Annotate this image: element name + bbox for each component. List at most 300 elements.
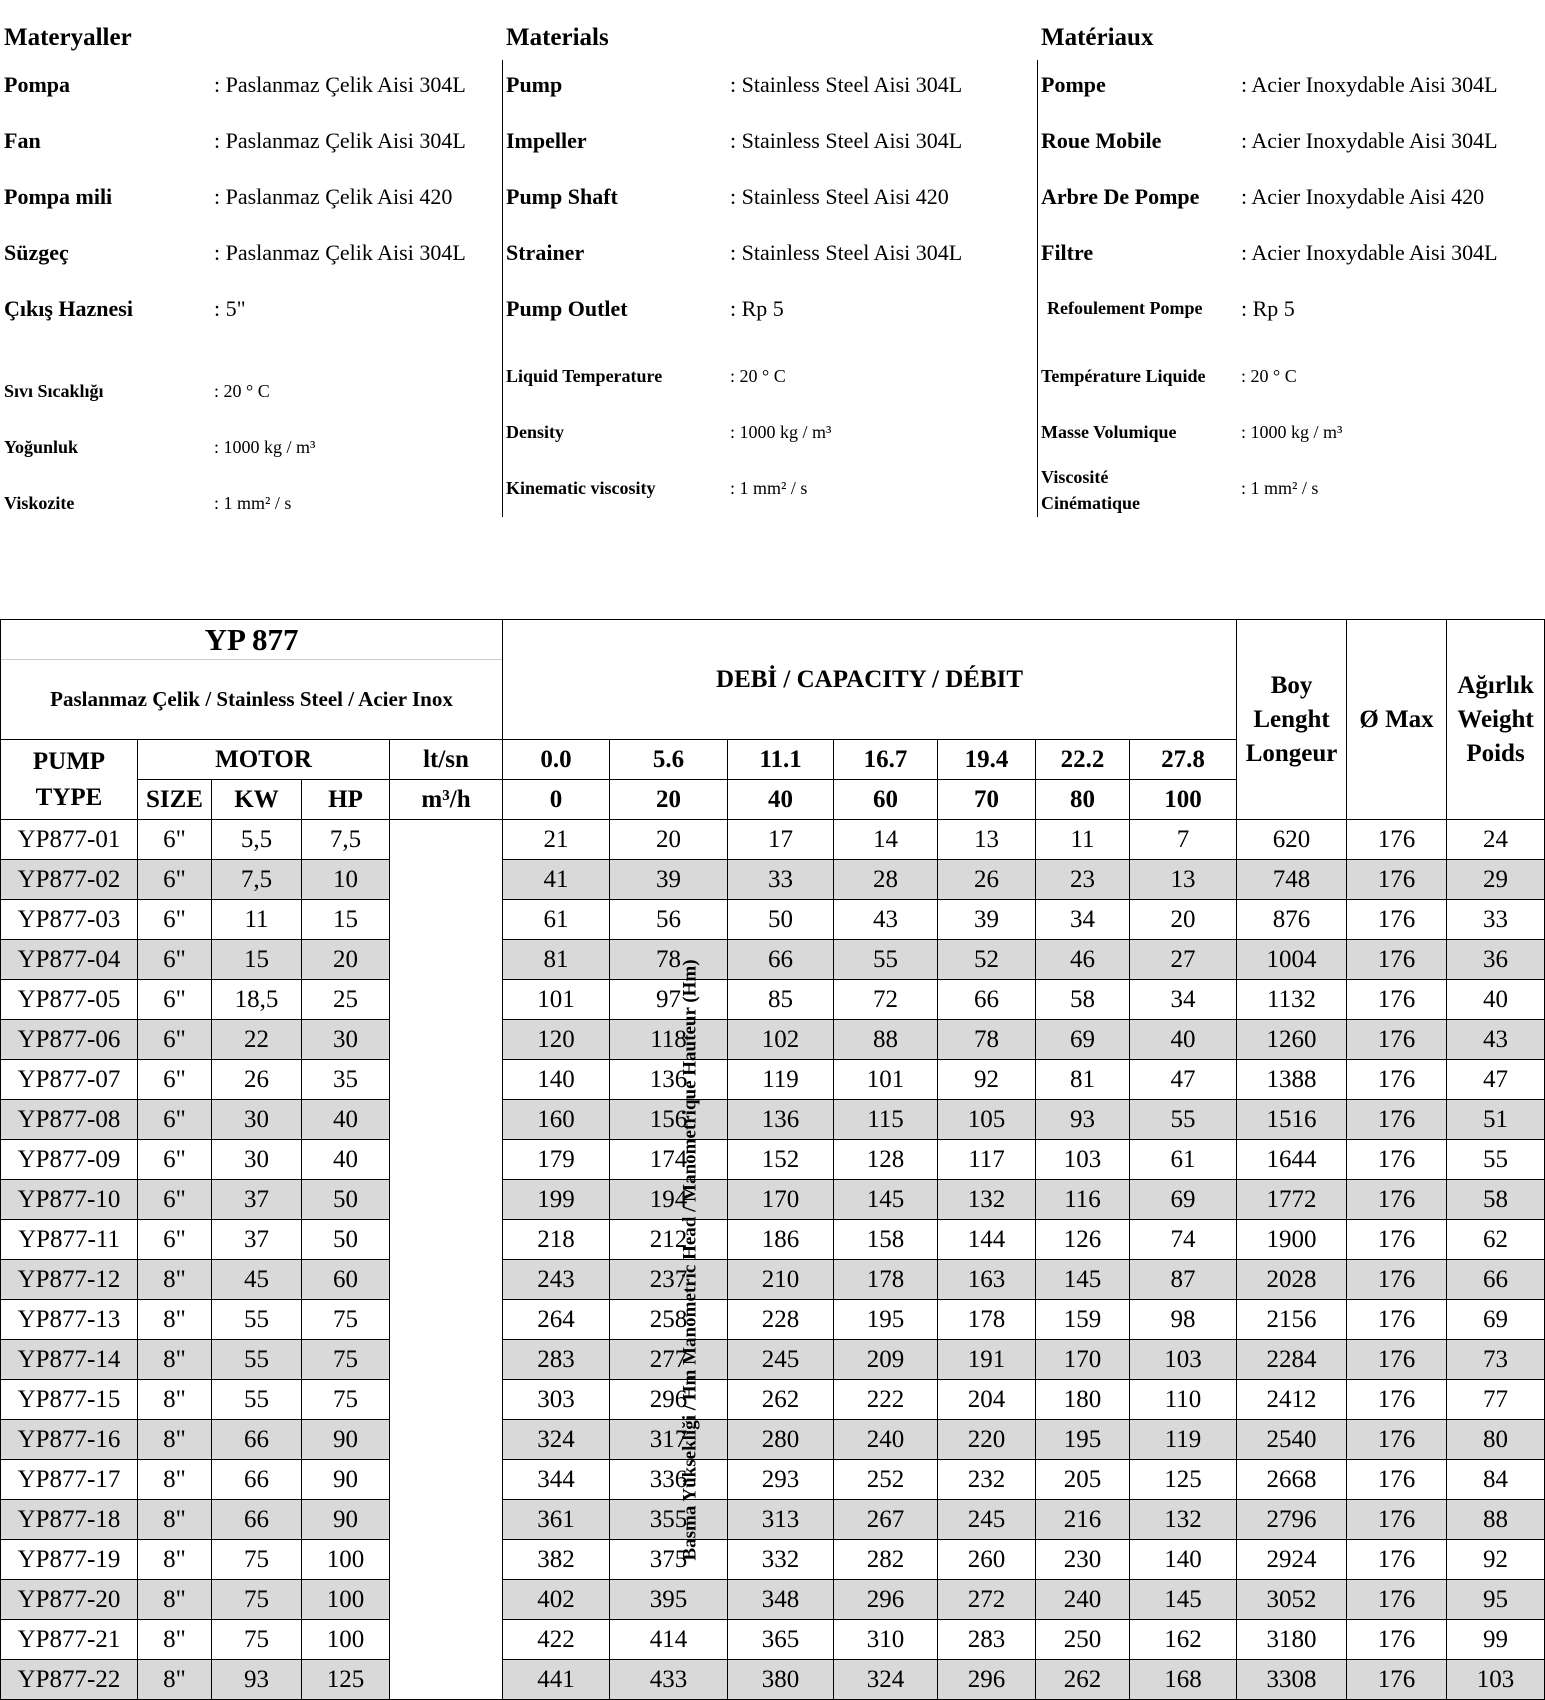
weight-cell: 36	[1447, 940, 1545, 980]
diameter-cell: 176	[1347, 1260, 1447, 1300]
weight-cell: 84	[1447, 1460, 1545, 1500]
weight-cell: 24	[1447, 820, 1545, 860]
head-value-cell: 252	[834, 1460, 938, 1500]
head-value-cell: 296	[938, 1660, 1036, 1700]
head-value-cell: 61	[503, 900, 610, 940]
diameter-cell: 176	[1347, 1300, 1447, 1340]
length-cell: 2412	[1237, 1380, 1347, 1420]
head-value-cell: 97	[610, 980, 728, 1020]
motor-size-cell: 8"	[138, 1300, 212, 1340]
pump-type-cell: YP877-19	[1, 1540, 138, 1580]
spec-value: : 1000 kg / m³	[730, 422, 832, 442]
head-value-cell: 136	[728, 1100, 834, 1140]
diameter-header: Ø Max	[1347, 620, 1447, 820]
spec-label: Impeller	[506, 128, 587, 153]
motor-hp-cell: 60	[302, 1260, 390, 1300]
pump-type-cell: YP877-15	[1, 1380, 138, 1420]
pump-type-cell: YP877-03	[1, 900, 138, 940]
head-value-cell: 69	[1036, 1020, 1130, 1060]
length-cell: 1772	[1237, 1180, 1347, 1220]
head-value-cell: 317	[610, 1420, 728, 1460]
head-value-cell: 39	[938, 900, 1036, 940]
length-cell: 2796	[1237, 1500, 1347, 1540]
pump-type-cell: YP877-08	[1, 1100, 138, 1140]
head-value-cell: 119	[728, 1060, 834, 1100]
head-value-cell: 361	[503, 1500, 610, 1540]
head-value-cell: 180	[1036, 1380, 1130, 1420]
head-value-cell: 20	[610, 820, 728, 860]
diameter-cell: 176	[1347, 1100, 1447, 1140]
head-value-cell: 118	[610, 1020, 728, 1060]
pump-type-cell: YP877-22	[1, 1660, 138, 1700]
length-cell: 748	[1237, 860, 1347, 900]
flow-lts: 5.6	[610, 740, 728, 780]
spec-value: : 20 ° C	[214, 381, 270, 401]
spec-value: : Stainless Steel Aisi 304L	[730, 72, 963, 97]
head-value-cell: 258	[610, 1300, 728, 1340]
table-row	[1, 980, 1545, 1020]
diameter-cell: 176	[1347, 940, 1447, 980]
flow-m3h: 60	[834, 780, 938, 820]
motor-kw-cell: 26	[212, 1060, 302, 1100]
head-value-cell: 34	[1130, 980, 1237, 1020]
unit-m3h-header: m³/h	[390, 780, 503, 820]
diameter-cell: 176	[1347, 1220, 1447, 1260]
flow-m3h: 80	[1036, 780, 1130, 820]
spec-label: Filtre	[1041, 240, 1094, 265]
weight-header-line: Weight	[1457, 705, 1534, 733]
head-value-cell: 209	[834, 1340, 938, 1380]
head-value-cell: 324	[834, 1660, 938, 1700]
motor-size-cell: 6"	[138, 1220, 212, 1260]
head-value-cell: 282	[834, 1540, 938, 1580]
head-value-cell: 199	[503, 1180, 610, 1220]
head-value-cell: 17	[728, 820, 834, 860]
head-value-cell: 250	[1036, 1620, 1130, 1660]
spec-label: Pump	[506, 72, 563, 97]
head-value-cell: 7	[1130, 820, 1237, 860]
head-value-cell: 128	[834, 1140, 938, 1180]
head-value-cell: 267	[834, 1500, 938, 1540]
table-row	[1, 1340, 1545, 1380]
head-value-cell: 66	[728, 940, 834, 980]
head-value-cell: 232	[938, 1460, 1036, 1500]
length-cell: 3308	[1237, 1660, 1347, 1700]
motor-size-cell: 6"	[138, 940, 212, 980]
weight-cell: 62	[1447, 1220, 1545, 1260]
length-header-line: Longeur	[1245, 739, 1338, 767]
head-value-cell: 178	[834, 1260, 938, 1300]
pump-type-cell: YP877-20	[1, 1580, 138, 1620]
head-value-cell: 218	[503, 1220, 610, 1260]
head-value-cell: 28	[834, 860, 938, 900]
head-value-cell: 220	[938, 1420, 1036, 1460]
table-row	[1, 1260, 1545, 1300]
spec-label: Sıvı Sıcaklığı	[4, 381, 104, 401]
motor-hp-cell: 125	[302, 1660, 390, 1700]
diameter-cell: 176	[1347, 1060, 1447, 1100]
flow-lts: 16.7	[834, 740, 938, 780]
head-value-cell: 27	[1130, 940, 1237, 980]
table-row	[1, 1380, 1545, 1420]
spec-value: : Paslanmaz Çelik Aisi 304L	[214, 128, 466, 153]
diameter-cell: 176	[1347, 820, 1447, 860]
spec-label: Fan	[4, 128, 41, 153]
head-value-cell: 13	[1130, 860, 1237, 900]
head-value-cell: 85	[728, 980, 834, 1020]
weight-cell: 58	[1447, 1180, 1545, 1220]
motor-hp-cell: 75	[302, 1380, 390, 1420]
flow-lts: 0.0	[503, 740, 610, 780]
spec-label: Pompe	[1041, 72, 1106, 97]
spec-value: : Rp 5	[1241, 296, 1295, 321]
length-cell: 1388	[1237, 1060, 1347, 1100]
motor-hp-cell: 50	[302, 1180, 390, 1220]
pump-type-cell: YP877-04	[1, 940, 138, 980]
head-value-cell: 120	[503, 1020, 610, 1060]
spec-label: Roue Mobile	[1041, 128, 1162, 153]
weight-cell: 80	[1447, 1420, 1545, 1460]
diameter-cell: 176	[1347, 1660, 1447, 1700]
motor-size-cell: 6"	[138, 1180, 212, 1220]
pump-type-header-line: TYPE	[35, 783, 103, 811]
head-value-cell: 245	[938, 1500, 1036, 1540]
spec-label: Masse Volumique	[1041, 422, 1177, 442]
pump-type-cell: YP877-14	[1, 1340, 138, 1380]
head-value-cell: 136	[610, 1060, 728, 1100]
head-value-cell: 375	[610, 1540, 728, 1580]
length-header	[1237, 620, 1347, 820]
table-row	[1, 940, 1545, 980]
motor-kw-cell: 15	[212, 940, 302, 980]
head-value-cell: 55	[1130, 1100, 1237, 1140]
head-value-cell: 243	[503, 1260, 610, 1300]
head-value-cell: 69	[1130, 1180, 1237, 1220]
weight-cell: 103	[1447, 1660, 1545, 1700]
flow-m3h: 20	[610, 780, 728, 820]
head-value-cell: 163	[938, 1260, 1036, 1300]
spec-label: Pump Outlet	[506, 296, 628, 321]
spec-value: : Acier Inoxydable Aisi 304L	[1241, 240, 1498, 265]
length-cell: 1132	[1237, 980, 1347, 1020]
weight-cell: 99	[1447, 1620, 1545, 1660]
head-value-cell: 283	[938, 1620, 1036, 1660]
spec-value: : Stainless Steel Aisi 304L	[730, 128, 963, 153]
head-value-cell: 126	[1036, 1220, 1130, 1260]
head-value-cell: 132	[1130, 1500, 1237, 1540]
motor-hp-cell: 10	[302, 860, 390, 900]
head-value-cell: 168	[1130, 1660, 1237, 1700]
head-value-cell: 402	[503, 1580, 610, 1620]
head-value-cell: 260	[938, 1540, 1036, 1580]
head-value-cell: 186	[728, 1220, 834, 1260]
head-value-cell: 145	[834, 1180, 938, 1220]
diameter-cell: 176	[1347, 980, 1447, 1020]
head-value-cell: 14	[834, 820, 938, 860]
motor-size-cell: 6"	[138, 1060, 212, 1100]
weight-cell: 73	[1447, 1340, 1545, 1380]
head-value-cell: 52	[938, 940, 1036, 980]
head-value-cell: 140	[1130, 1540, 1237, 1580]
pump-type-cell: YP877-10	[1, 1180, 138, 1220]
motor-kw-cell: 55	[212, 1340, 302, 1380]
head-value-cell: 336	[610, 1460, 728, 1500]
weight-cell: 43	[1447, 1020, 1545, 1060]
length-cell: 1004	[1237, 940, 1347, 980]
head-value-cell: 205	[1036, 1460, 1130, 1500]
motor-size-cell: 8"	[138, 1500, 212, 1540]
spec-value: : Acier Inoxydable Aisi 304L	[1241, 128, 1498, 153]
motor-hp-cell: 30	[302, 1020, 390, 1060]
motor-hp-cell: 90	[302, 1420, 390, 1460]
performance-table	[0, 619, 1545, 1700]
head-value-cell: 110	[1130, 1380, 1237, 1420]
head-value-cell: 144	[938, 1220, 1036, 1260]
diameter-cell: 176	[1347, 1620, 1447, 1660]
head-value-cell: 262	[728, 1380, 834, 1420]
pump-type-header-line: PUMP	[32, 747, 106, 775]
pump-type-cell: YP877-16	[1, 1420, 138, 1460]
spec-value: : Paslanmaz Çelik Aisi 420	[214, 184, 453, 209]
head-value-cell: 395	[610, 1580, 728, 1620]
table-row	[1, 1580, 1545, 1620]
pump-type-cell: YP877-17	[1, 1460, 138, 1500]
head-value-cell: 277	[610, 1340, 728, 1380]
table-row	[1, 900, 1545, 940]
head-value-cell: 170	[1036, 1340, 1130, 1380]
head-value-cell: 170	[728, 1180, 834, 1220]
head-value-cell: 102	[728, 1020, 834, 1060]
spec-value: : Rp 5	[730, 296, 784, 321]
head-value-cell: 50	[728, 900, 834, 940]
pump-type-cell: YP877-09	[1, 1140, 138, 1180]
head-value-cell: 222	[834, 1380, 938, 1420]
spec-label: Çıkış Haznesi	[4, 296, 133, 321]
pump-type-cell: YP877-07	[1, 1060, 138, 1100]
head-value-cell: 145	[1036, 1260, 1130, 1300]
head-value-cell: 212	[610, 1220, 728, 1260]
motor-kw-cell: 37	[212, 1180, 302, 1220]
head-value-cell: 58	[1036, 980, 1130, 1020]
motor-size-cell: 8"	[138, 1420, 212, 1460]
length-cell: 620	[1237, 820, 1347, 860]
pump-type-cell: YP877-01	[1, 820, 138, 860]
motor-size-cell: 8"	[138, 1620, 212, 1660]
spec-label: Arbre De Pompe	[1041, 184, 1200, 209]
motor-size-cell: 8"	[138, 1380, 212, 1420]
spec-value: : Paslanmaz Çelik Aisi 304L	[214, 72, 466, 97]
length-header-line: Lenght	[1253, 705, 1330, 733]
pump-type-cell: YP877-05	[1, 980, 138, 1020]
head-value-cell: 93	[1036, 1100, 1130, 1140]
head-value-cell: 303	[503, 1380, 610, 1420]
diameter-cell: 176	[1347, 1580, 1447, 1620]
flow-m3h: 0	[503, 780, 610, 820]
diameter-cell: 176	[1347, 1180, 1447, 1220]
table-row	[1, 1420, 1545, 1460]
head-value-cell: 264	[503, 1300, 610, 1340]
diameter-cell: 176	[1347, 1020, 1447, 1060]
material-header: Paslanmaz Çelik / Stainless Steel / Acier Inox	[1, 660, 503, 740]
size-header: SIZE	[138, 780, 212, 820]
length-cell: 2924	[1237, 1540, 1347, 1580]
head-value-cell: 132	[938, 1180, 1036, 1220]
head-value-cell: 178	[938, 1300, 1036, 1340]
flow-lts: 22.2	[1036, 740, 1130, 780]
motor-size-cell: 6"	[138, 1140, 212, 1180]
motor-kw-cell: 30	[212, 1140, 302, 1180]
motor-hp-cell: 25	[302, 980, 390, 1020]
spec-label: Density	[506, 422, 564, 442]
head-value-cell: 140	[503, 1060, 610, 1100]
head-value-cell: 81	[1036, 1060, 1130, 1100]
spec-value: : 20 ° C	[730, 366, 786, 386]
table-row	[1, 1020, 1545, 1060]
head-value-cell: 152	[728, 1140, 834, 1180]
weight-cell: 51	[1447, 1100, 1545, 1140]
pump-type-cell: YP877-21	[1, 1620, 138, 1660]
motor-size-cell: 6"	[138, 900, 212, 940]
flow-lts: 11.1	[728, 740, 834, 780]
diameter-cell: 176	[1347, 1540, 1447, 1580]
motor-kw-cell: 45	[212, 1260, 302, 1300]
head-value-cell: 194	[610, 1180, 728, 1220]
head-value-cell: 125	[1130, 1460, 1237, 1500]
head-value-cell: 98	[1130, 1300, 1237, 1340]
spec-value: : 1 mm² / s	[214, 493, 292, 513]
head-value-cell: 101	[503, 980, 610, 1020]
motor-kw-cell: 11	[212, 900, 302, 940]
head-value-cell: 160	[503, 1100, 610, 1140]
pump-type-cell: YP877-02	[1, 860, 138, 900]
spec-value: : 1000 kg / m³	[1241, 422, 1343, 442]
length-cell: 3180	[1237, 1620, 1347, 1660]
head-value-cell: 103	[1130, 1340, 1237, 1380]
head-value-cell: 293	[728, 1460, 834, 1500]
motor-size-cell: 8"	[138, 1260, 212, 1300]
spec-label: Pump Shaft	[506, 184, 618, 209]
head-value-cell: 365	[728, 1620, 834, 1660]
motor-hp-cell: 90	[302, 1460, 390, 1500]
spec-value: : Stainless Steel Aisi 304L	[730, 240, 963, 265]
unit-lts-header: lt/sn	[390, 740, 503, 780]
motor-size-cell: 6"	[138, 860, 212, 900]
table-row	[1, 1540, 1545, 1580]
length-cell: 2540	[1237, 1420, 1347, 1460]
motor-hp-cell: 100	[302, 1620, 390, 1660]
head-value-cell: 40	[1130, 1020, 1237, 1060]
table-row	[1, 1500, 1545, 1540]
head-value-cell: 159	[1036, 1300, 1130, 1340]
head-value-cell: 441	[503, 1660, 610, 1700]
head-value-cell: 283	[503, 1340, 610, 1380]
length-cell: 1260	[1237, 1020, 1347, 1060]
motor-kw-cell: 7,5	[212, 860, 302, 900]
head-value-cell: 55	[834, 940, 938, 980]
head-value-cell: 382	[503, 1540, 610, 1580]
spec-label: Süzgeç	[4, 240, 69, 265]
flow-m3h: 40	[728, 780, 834, 820]
motor-kw-cell: 55	[212, 1380, 302, 1420]
motor-hp-cell: 40	[302, 1140, 390, 1180]
head-value-cell: 72	[834, 980, 938, 1020]
table-row	[1, 1140, 1545, 1180]
head-value-cell: 61	[1130, 1140, 1237, 1180]
head-value-cell: 324	[503, 1420, 610, 1460]
motor-kw-cell: 75	[212, 1540, 302, 1580]
spec-value: : 1000 kg / m³	[214, 437, 316, 457]
pump-type-cell: YP877-06	[1, 1020, 138, 1060]
specs-heading: Materyaller	[4, 24, 132, 51]
motor-kw-cell: 66	[212, 1460, 302, 1500]
flow-lts: 19.4	[938, 740, 1036, 780]
table-row	[1, 1300, 1545, 1340]
spec-label: Kinematic viscosity	[506, 478, 656, 498]
motor-kw-cell: 93	[212, 1660, 302, 1700]
column-divider	[502, 60, 503, 517]
diameter-cell: 176	[1347, 900, 1447, 940]
head-value-cell: 26	[938, 860, 1036, 900]
motor-kw-cell: 66	[212, 1420, 302, 1460]
motor-kw-cell: 75	[212, 1620, 302, 1660]
head-value-cell: 191	[938, 1340, 1036, 1380]
head-value-cell: 195	[1036, 1420, 1130, 1460]
table-row	[1, 1620, 1545, 1660]
motor-kw-cell: 37	[212, 1220, 302, 1260]
spec-label: Pompa	[4, 72, 70, 97]
motor-kw-cell: 75	[212, 1580, 302, 1620]
spec-value: : Stainless Steel Aisi 420	[730, 184, 949, 209]
pump-type-cell: YP877-12	[1, 1260, 138, 1300]
head-value-cell: 21	[503, 820, 610, 860]
motor-hp-cell: 20	[302, 940, 390, 980]
length-cell: 2284	[1237, 1340, 1347, 1380]
head-value-cell: 344	[503, 1460, 610, 1500]
spec-value: : 1 mm² / s	[730, 478, 808, 498]
head-value-cell: 105	[938, 1100, 1036, 1140]
head-value-cell: 210	[728, 1260, 834, 1300]
motor-kw-cell: 5,5	[212, 820, 302, 860]
head-value-cell: 348	[728, 1580, 834, 1620]
motor-size-cell: 6"	[138, 1100, 212, 1140]
model-title: YP 877	[1, 620, 503, 660]
hp-header: HP	[302, 780, 390, 820]
weight-header-line: Ağırlık	[1457, 671, 1534, 699]
length-cell: 1644	[1237, 1140, 1347, 1180]
head-value-cell: 296	[834, 1580, 938, 1620]
head-value-cell: 43	[834, 900, 938, 940]
weight-cell: 92	[1447, 1540, 1545, 1580]
spec-value: : Paslanmaz Çelik Aisi 304L	[214, 240, 466, 265]
head-value-cell: 87	[1130, 1260, 1237, 1300]
spec-label: Yoğunluk	[4, 437, 79, 457]
table-row	[1, 1460, 1545, 1500]
motor-kw-cell: 30	[212, 1100, 302, 1140]
head-value-cell: 13	[938, 820, 1036, 860]
pump-type-cell: YP877-18	[1, 1500, 138, 1540]
spec-label: Strainer	[506, 240, 585, 265]
column-divider	[1037, 60, 1038, 517]
head-value-cell: 272	[938, 1580, 1036, 1620]
head-value-cell: 179	[503, 1140, 610, 1180]
head-value-cell: 41	[503, 860, 610, 900]
head-value-cell: 414	[610, 1620, 728, 1660]
head-value-cell: 92	[938, 1060, 1036, 1100]
length-header-line: Boy	[1270, 671, 1313, 699]
length-cell: 876	[1237, 900, 1347, 940]
motor-size-cell: 8"	[138, 1460, 212, 1500]
specs-heading: Materials	[506, 24, 609, 51]
